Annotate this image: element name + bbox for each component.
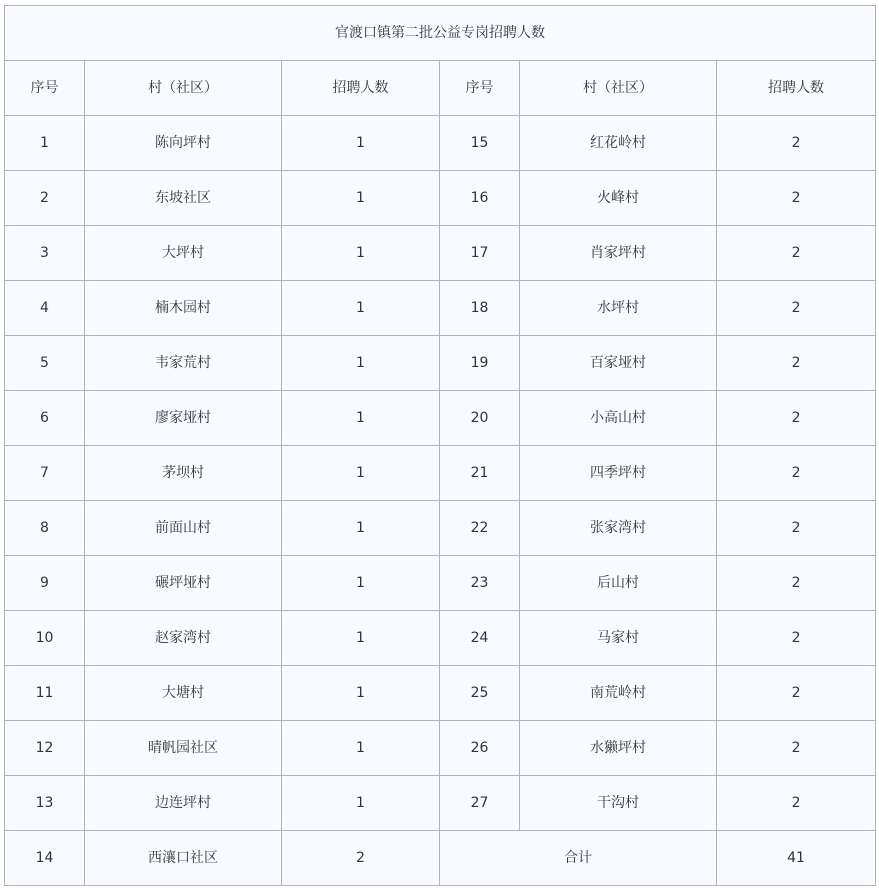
count-cell: 1 xyxy=(282,116,440,171)
count-cell: 2 xyxy=(717,556,876,611)
village-cell: 后山村 xyxy=(520,556,717,611)
seq-cell: 11 xyxy=(5,666,85,721)
count-cell: 1 xyxy=(282,281,440,336)
header-seq-right: 序号 xyxy=(440,61,520,116)
recruitment-table xyxy=(4,5,876,886)
seq-cell: 6 xyxy=(5,391,85,446)
seq-cell: 22 xyxy=(440,501,520,556)
seq-cell: 8 xyxy=(5,501,85,556)
village-cell: 四季坪村 xyxy=(520,446,717,501)
count-cell: 1 xyxy=(282,776,440,831)
table-row xyxy=(5,226,876,281)
count-cell: 1 xyxy=(282,446,440,501)
table-row xyxy=(5,281,876,336)
table-row xyxy=(5,776,876,831)
count-cell: 1 xyxy=(282,226,440,281)
count-cell: 2 xyxy=(717,611,876,666)
village-cell: 廖家垭村 xyxy=(85,391,282,446)
village-cell: 张家湾村 xyxy=(520,501,717,556)
recruitment-table-wrapper xyxy=(4,5,876,886)
village-cell: 前面山村 xyxy=(85,501,282,556)
count-cell: 1 xyxy=(282,501,440,556)
village-cell: 边连坪村 xyxy=(85,776,282,831)
header-row xyxy=(5,61,876,116)
count-cell: 1 xyxy=(282,391,440,446)
count-cell: 1 xyxy=(282,721,440,776)
village-cell: 小高山村 xyxy=(520,391,717,446)
seq-cell: 20 xyxy=(440,391,520,446)
count-cell: 2 xyxy=(717,281,876,336)
table-row xyxy=(5,666,876,721)
seq-cell: 16 xyxy=(440,171,520,226)
table-row xyxy=(5,336,876,391)
village-cell: 西瀼口社区 xyxy=(85,831,282,886)
seq-cell: 25 xyxy=(440,666,520,721)
seq-cell: 18 xyxy=(440,281,520,336)
seq-cell: 4 xyxy=(5,281,85,336)
village-cell: 茅坝村 xyxy=(85,446,282,501)
table-row xyxy=(5,556,876,611)
seq-cell: 23 xyxy=(440,556,520,611)
village-cell: 肖家坪村 xyxy=(520,226,717,281)
village-cell: 韦家荒村 xyxy=(85,336,282,391)
seq-cell: 2 xyxy=(5,171,85,226)
count-cell: 1 xyxy=(282,556,440,611)
seq-cell: 7 xyxy=(5,446,85,501)
count-cell: 1 xyxy=(282,611,440,666)
village-cell: 陈向坪村 xyxy=(85,116,282,171)
count-cell: 2 xyxy=(717,446,876,501)
village-cell: 百家垭村 xyxy=(520,336,717,391)
seq-cell: 10 xyxy=(5,611,85,666)
count-cell: 1 xyxy=(282,171,440,226)
table-title: 官渡口镇第二批公益专岗招聘人数 xyxy=(5,6,876,61)
title-row xyxy=(5,6,876,61)
village-cell: 南荒岭村 xyxy=(520,666,717,721)
seq-cell: 27 xyxy=(440,776,520,831)
last-row xyxy=(5,831,876,886)
count-cell: 2 xyxy=(717,116,876,171)
village-cell: 火峰村 xyxy=(520,171,717,226)
count-cell: 2 xyxy=(717,666,876,721)
count-cell: 2 xyxy=(717,336,876,391)
village-cell: 水坪村 xyxy=(520,281,717,336)
table-row xyxy=(5,171,876,226)
count-cell: 1 xyxy=(282,336,440,391)
count-cell: 2 xyxy=(282,831,440,886)
table-row xyxy=(5,721,876,776)
header-village-right: 村（社区） xyxy=(520,61,717,116)
seq-cell: 5 xyxy=(5,336,85,391)
village-cell: 马家村 xyxy=(520,611,717,666)
village-cell: 赵家湾村 xyxy=(85,611,282,666)
village-cell: 东坡社区 xyxy=(85,171,282,226)
village-cell: 楠木园村 xyxy=(85,281,282,336)
seq-cell: 1 xyxy=(5,116,85,171)
seq-cell: 21 xyxy=(440,446,520,501)
count-cell: 2 xyxy=(717,226,876,281)
village-cell: 干沟村 xyxy=(520,776,717,831)
count-cell: 2 xyxy=(717,776,876,831)
count-cell: 2 xyxy=(717,721,876,776)
count-cell: 2 xyxy=(717,391,876,446)
seq-cell: 15 xyxy=(440,116,520,171)
seq-cell: 24 xyxy=(440,611,520,666)
seq-cell: 9 xyxy=(5,556,85,611)
seq-cell: 3 xyxy=(5,226,85,281)
village-cell: 红花岭村 xyxy=(520,116,717,171)
village-cell: 大坪村 xyxy=(85,226,282,281)
seq-cell: 19 xyxy=(440,336,520,391)
seq-cell: 17 xyxy=(440,226,520,281)
seq-cell: 12 xyxy=(5,721,85,776)
table-row xyxy=(5,611,876,666)
total-value: 41 xyxy=(717,831,876,886)
header-village-left: 村（社区） xyxy=(85,61,282,116)
table-row xyxy=(5,501,876,556)
table-row xyxy=(5,446,876,501)
village-cell: 晴帆园社区 xyxy=(85,721,282,776)
seq-cell: 26 xyxy=(440,721,520,776)
header-count-right: 招聘人数 xyxy=(717,61,876,116)
table-body xyxy=(5,6,876,886)
village-cell: 大塘村 xyxy=(85,666,282,721)
header-seq-left: 序号 xyxy=(5,61,85,116)
village-cell: 水獭坪村 xyxy=(520,721,717,776)
table-row xyxy=(5,391,876,446)
header-count-left: 招聘人数 xyxy=(282,61,440,116)
count-cell: 2 xyxy=(717,171,876,226)
count-cell: 2 xyxy=(717,501,876,556)
table-row xyxy=(5,116,876,171)
seq-cell: 13 xyxy=(5,776,85,831)
seq-cell: 14 xyxy=(5,831,85,886)
count-cell: 1 xyxy=(282,666,440,721)
village-cell: 碾坪垭村 xyxy=(85,556,282,611)
total-label: 合计 xyxy=(440,831,717,886)
